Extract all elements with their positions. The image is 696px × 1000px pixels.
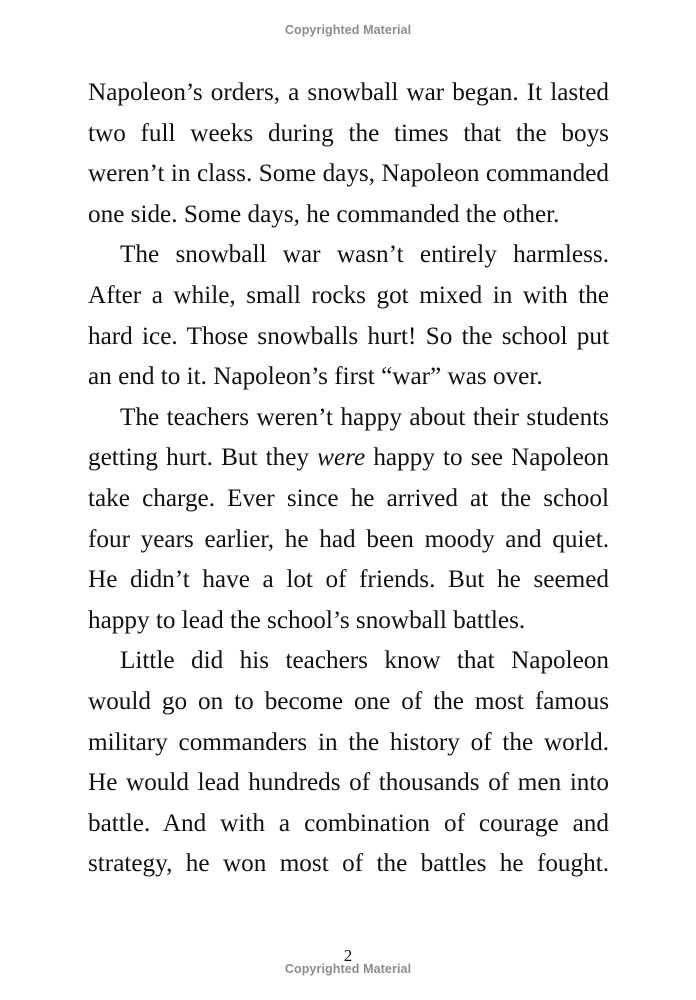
page-body-text [88,73,609,885]
paragraph-2: The snowball war wasn’t entirely harmless. After a while, small rocks got mixed in with the hard ice. Those snowballs hurt! So the school put an end to it. Napoleon’s first “war” was over. [88,241,609,391]
copyright-watermark-bottom: Copyrighted Material [284,962,412,976]
paragraph-3-text-before: The teachers weren’t happy about their students getting hurt. But they [88,403,609,472]
paragraph-3 [88,398,609,642]
page-number: 2 [343,946,353,965]
paragraph-4: Little did his teachers know that Napoleon would go on to become one of the most famous military commanders in the history of the world. He would lead hundreds of thousands of men into battle. And with a combination of courage and strategy, he won most of the battles he fought. [88,647,609,878]
copyright-watermark-top: Copyrighted Material [284,23,412,37]
paragraph-1: Napoleon’s orders, a snowball war began. It lasted two full weeks during the times that the boys weren’t in class. Some days, Napoleon commanded one side. Some days, he commanded the other. [88,79,609,228]
paragraph-3-emphasis: were [317,444,366,472]
paragraph-3-text-after: happy to see Napoleon take charge. Ever since he arrived at the school four years earlier, he had been moody and quiet. He didn’t have a lot of friends. But he seemed happy to lead the school’s snowball battles. [88,444,609,634]
